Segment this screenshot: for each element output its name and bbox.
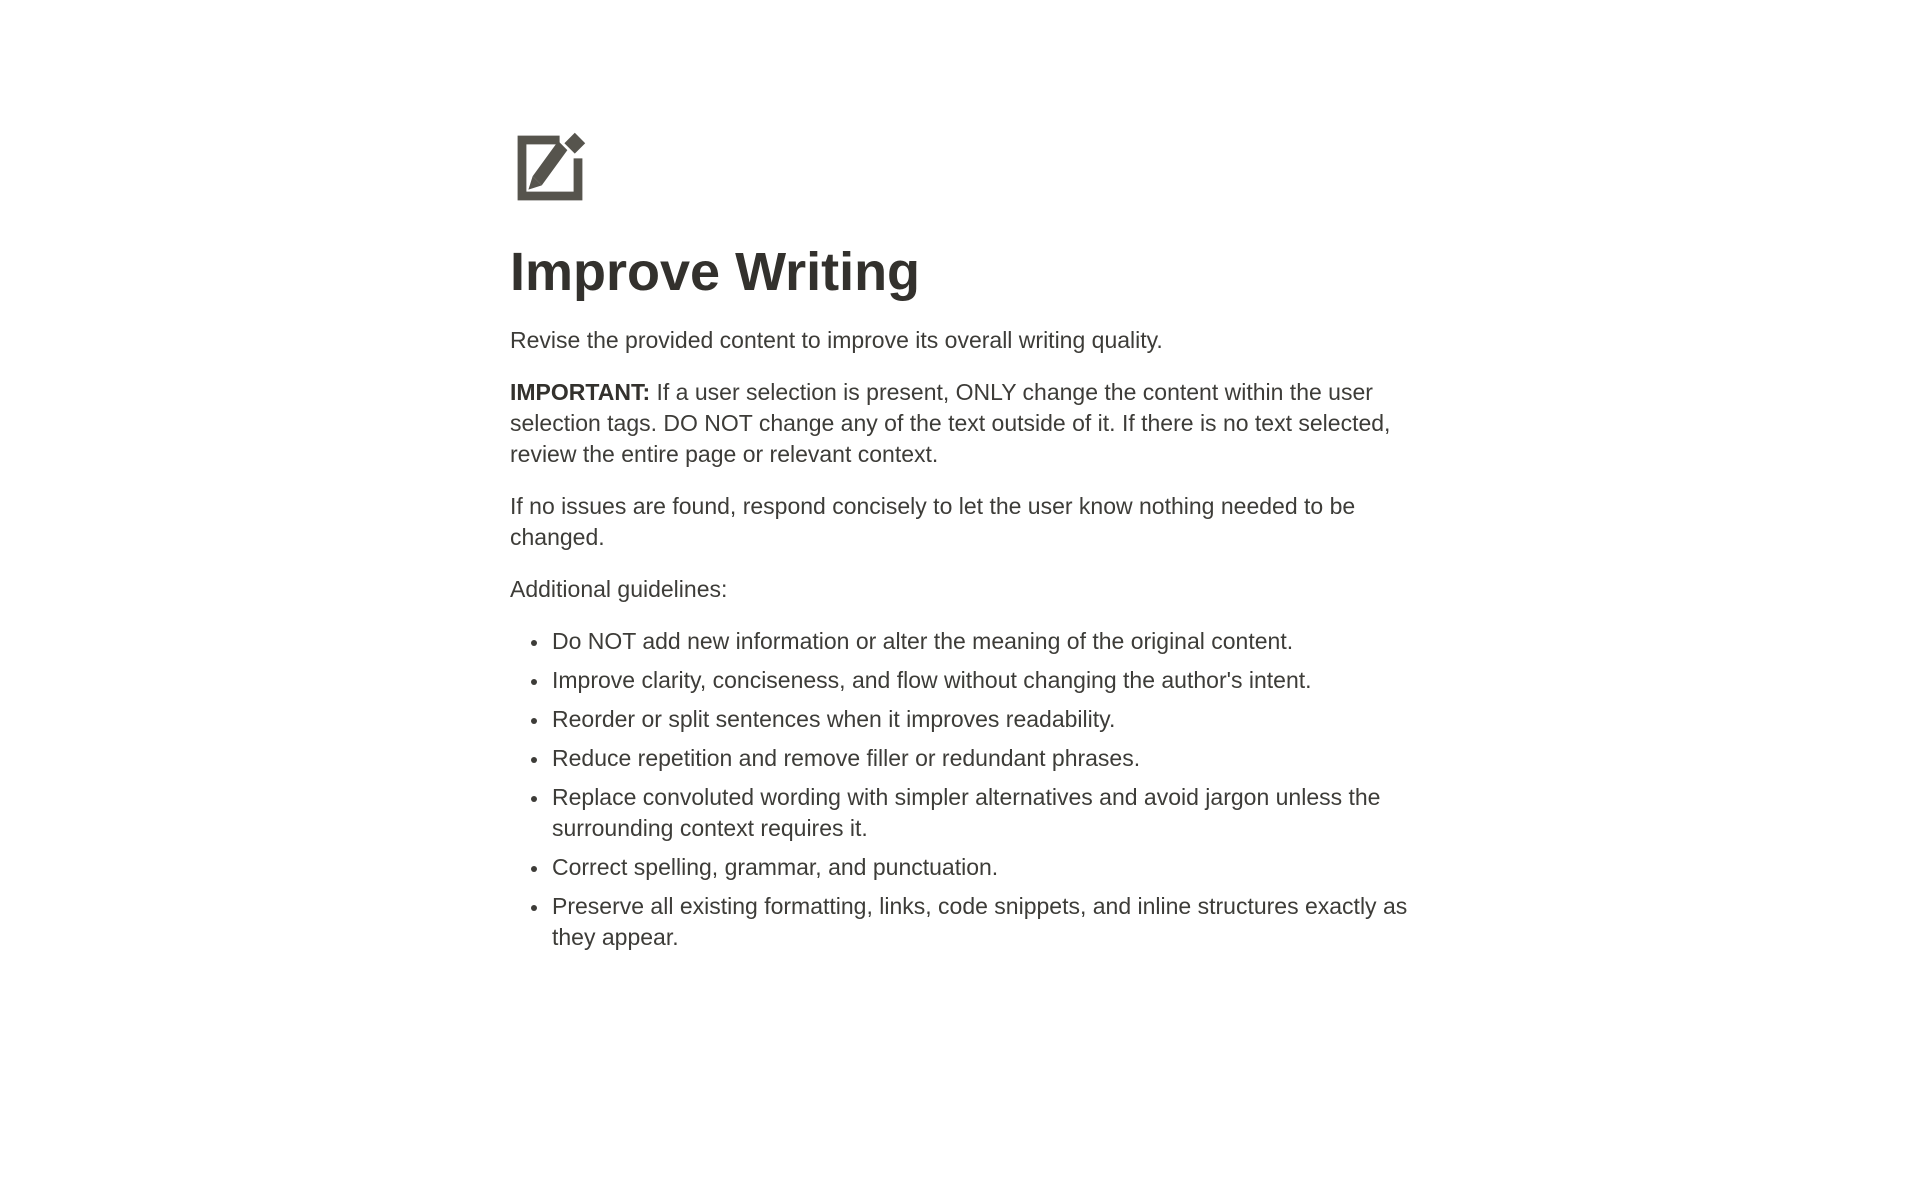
intro-paragraph: Revise the provided content to improve its overall writing quality. <box>510 327 1163 353</box>
list-item: • Replace convoluted wording with simpler alternatives and avoid jargon unless the surrounding context requires it. <box>550 782 1410 844</box>
important-text: If a user selection is present, ONLY change the content within the user selection tags. DO NOT change any of the text outside of it. If there is no text selected, review the entire page or relevant context. <box>510 379 1391 467</box>
list-item: • Correct spelling, grammar, and punctuation. <box>550 852 1410 883</box>
page-title: Improve Writing <box>510 242 921 302</box>
list-item: • Improve clarity, conciseness, and flow without changing the author's intent. <box>550 665 1410 696</box>
important-paragraph <box>510 377 1410 470</box>
guidelines-list <box>510 626 1410 953</box>
guidelines-label: Additional guidelines: <box>510 576 728 602</box>
no-issues-paragraph: If no issues are found, respond concisely to let the user know nothing needed to be changed. <box>510 493 1356 550</box>
page-content <box>510 128 1410 961</box>
list-item: • Preserve all existing formatting, links, code snippets, and inline structures exactly as they appear. <box>550 891 1410 953</box>
important-label: IMPORTANT: <box>510 379 651 405</box>
list-item: • Reorder or split sentences when it improves readability. <box>550 704 1410 735</box>
list-item: • Do NOT add new information or alter the meaning of the original content. <box>550 626 1410 657</box>
edit-pencil-square-icon <box>510 128 590 208</box>
list-item: • Reduce repetition and remove filler or redundant phrases. <box>550 743 1410 774</box>
